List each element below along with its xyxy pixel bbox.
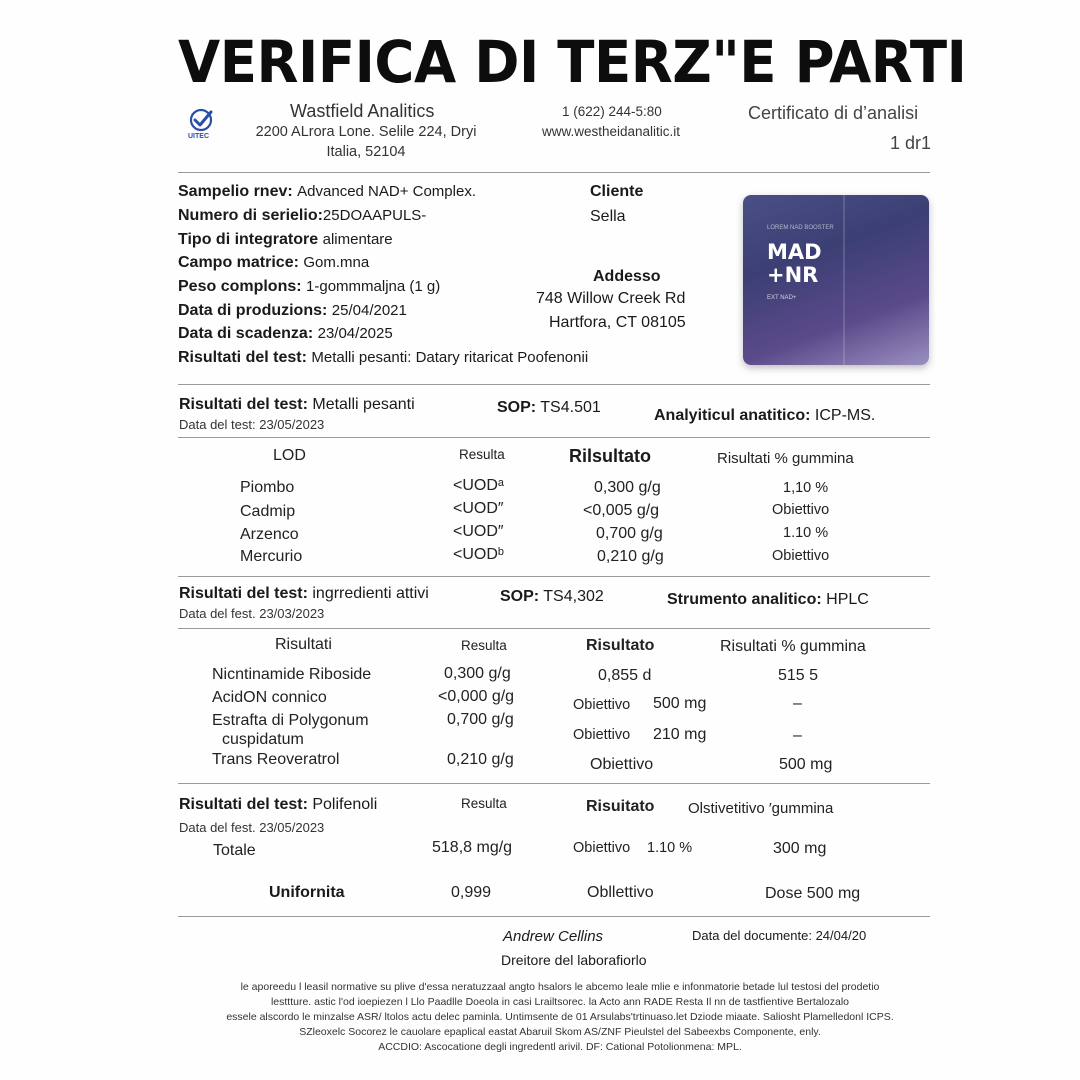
table-cell: 0,700 g/g — [596, 525, 663, 542]
footer-line: essele alscordo le minzalse ASR/ ltolos actu delec paminla. Untimsente de 01 Arsulabs'trtinuaso.let Dziode miaate. Saliosht Plamelledonl ICPS. — [226, 1011, 894, 1023]
lab-name: Wastfield Analitics — [290, 101, 435, 121]
document-date: Data del documente: 24/04/20 — [692, 928, 867, 943]
client-address-line-2: Hartfora, CT 08105 — [549, 314, 686, 331]
divider — [178, 916, 930, 917]
page-number: 1 dr1 — [890, 133, 932, 153]
table-cell: Mercurio — [240, 548, 303, 565]
divider — [178, 628, 930, 629]
client-name: Sella — [590, 208, 626, 225]
product-fine-print: LOREM NAD BOOSTER — [767, 225, 834, 231]
column-header: Risultati % gummina — [720, 638, 866, 655]
weight-field: Peso complons: 1-gommmaljna (1 g) — [178, 278, 441, 295]
table-cell: 0,210 g/g — [447, 751, 514, 768]
footer-line: lesttture. astic l'od ioepiezen l Llo Paadlle Doeola in casi Lrailtsorec. la Acto ann RADE Resta Il nn de tastfientive Bertalozalo — [270, 996, 850, 1008]
footer-line: SZleoxelc Socorez le cauolare epaplical eastat Abaruil Skom AS/ZNF Pieulstel del Sabeexbs Componente, enly. — [299, 1026, 821, 1038]
matrix-field: Campo matrice: Gom.mna — [178, 254, 370, 271]
column-header: LOD — [273, 447, 306, 464]
client-label: Cliente — [590, 183, 644, 200]
client-address-line-1: 748 Willow Creek Rd — [536, 290, 686, 307]
heavy-metals-title: Risultati del test: Metalli pesanti — [179, 396, 415, 413]
table-cell: 0,855 d — [598, 667, 652, 684]
lab-website: www.westheidanalitic.it — [542, 124, 681, 139]
divider — [178, 576, 930, 577]
divider — [178, 384, 930, 385]
serial-number-field: Numero di serielio:25DOAAPULS- — [178, 207, 427, 224]
test-results-field: Risultati del test: Metalli pesanti: Datary ritaricat Poofenonii — [178, 349, 589, 366]
uniformity-value: 0,999 — [451, 884, 492, 901]
footer-line: le aporeedu l leasil normative su plive d'essa neratuzzaal angto hsalors le abcemo leale mlie e infonmatorie betade lul testosi del prodetio — [240, 981, 880, 993]
column-header: Risultati — [275, 636, 332, 653]
table-cell: 0,300 g/g — [444, 665, 511, 682]
table-cell: <0,000 g/g — [438, 688, 515, 705]
product-fine-print-2: EXT NAD+ — [767, 295, 797, 301]
uniformity-target: Obllettivo — [587, 884, 654, 901]
table-cell: <UODᵃ — [453, 477, 504, 494]
product-title: MAD +NR — [767, 240, 822, 287]
heavy-metals-instrument: Analyiticul anatitico: ICP-MS. — [654, 407, 876, 424]
supplement-type-field: Tipo di integratore alimentare — [178, 231, 393, 248]
sample-name-field: Sampelio rnev: Advanced NAD+ Complex. — [178, 183, 476, 200]
column-header: Olstivetitivo ′gummina — [688, 800, 834, 817]
table-cell: Estrafta di Polygonum — [212, 712, 369, 729]
table-cell: Trans Reoveratrol — [212, 751, 340, 768]
uniformity-dose: Dose 500 mg — [765, 885, 861, 902]
column-header: Risultato — [586, 637, 655, 654]
column-header: Resulta — [459, 447, 505, 462]
table-cell: 210 mg — [653, 726, 707, 743]
table-cell: <0,005 g/g — [583, 502, 660, 519]
polyphenols-title: Risultati del test: Polifenoli — [179, 796, 378, 813]
table-cell: <UODᵇ — [453, 546, 504, 563]
table-cell: Nicntinamide Riboside — [212, 666, 372, 683]
table-cell: Totale — [213, 842, 256, 859]
table-cell: <UOD″ — [453, 500, 504, 517]
table-cell: Obiettivo — [573, 697, 631, 713]
badge-label: UITEC — [188, 133, 209, 140]
table-cell: Obiettivo — [573, 727, 631, 743]
page-title: VERIFICA DI TERZ"E PARTI — [178, 28, 967, 96]
table-cell: – — [793, 727, 802, 744]
column-header: Rilsultato — [569, 446, 652, 466]
address-label: Addesso — [593, 268, 661, 285]
lab-address-line-2: Italia, 52104 — [326, 144, 406, 160]
table-cell: 0,300 g/g — [594, 479, 661, 496]
table-cell: – — [793, 695, 802, 712]
table-cell: 515 5 — [778, 667, 819, 684]
table-cell: <UOD″ — [453, 523, 504, 540]
table-cell: Cadmip — [240, 503, 296, 520]
footer-line: ACCDIO: Ascocatione degli ingredentl arivil. DF: Cational Potolionmena: MPL. — [378, 1041, 742, 1053]
column-header: Risuitato — [586, 798, 655, 815]
table-cell: Piombo — [240, 479, 295, 496]
footer-disclaimer — [180, 980, 940, 1055]
signatory-name: Andrew Cellins — [503, 928, 604, 945]
divider — [178, 437, 930, 438]
actives-instrument: Strumento analitico: HPLC — [667, 591, 869, 608]
table-cell: 1.10 % — [783, 525, 829, 541]
lab-address-line-1: 2200 ALrora Lone. Selile 224, Dryi — [255, 124, 477, 140]
lab-phone: 1 (622) 244-5:80 — [562, 104, 662, 119]
table-cell: 500 mg — [779, 756, 833, 773]
polyphenols-date: Data del fest. 23/05/2023 — [179, 820, 325, 835]
table-cell: 500 mg — [653, 695, 707, 712]
pouch-seam — [843, 195, 845, 365]
table-cell: Obiettivo — [590, 756, 654, 773]
table-cell: Obiettivo — [573, 840, 631, 856]
table-cell: 0,210 g/g — [597, 548, 664, 565]
table-cell: 518,8 mg/g — [432, 839, 513, 856]
divider — [178, 172, 930, 173]
actives-title: Risultati del test: ingrredienti attivi — [179, 585, 429, 602]
production-date-field: Data di produzions: 25/04/2021 — [178, 302, 407, 319]
column-header: Risultati % gummina — [717, 450, 854, 467]
table-cell: Arzenco — [240, 526, 299, 543]
table-cell: 300 mg — [773, 840, 827, 857]
table-cell: cuspidatum — [222, 731, 304, 748]
uniformity-label: Unifornita — [269, 884, 345, 901]
product-pouch-image — [743, 195, 929, 365]
table-cell: 1,10 % — [783, 480, 829, 496]
divider — [178, 783, 930, 784]
table-cell: Obiettivo — [772, 502, 830, 518]
table-cell: 0,700 g/g — [447, 711, 514, 728]
column-header: Resulta — [461, 638, 507, 653]
expiry-date-field: Data di scadenza: 23/04/2025 — [178, 325, 393, 342]
column-header: Resulta — [461, 796, 507, 811]
heavy-metals-date: Data del test: 23/05/2023 — [179, 417, 325, 432]
signatory-role: Dreitore del laborafiorlo — [501, 952, 647, 968]
table-cell: 1.10 % — [647, 840, 693, 856]
heavy-metals-sop: SOP: TS4.501 — [497, 399, 601, 416]
actives-date: Data del fest. 23/03/2023 — [179, 606, 325, 621]
table-cell: Obiettivo — [772, 548, 830, 564]
certificate-label: Certificato di d’analisi — [748, 103, 919, 123]
actives-sop: SOP: TS4,302 — [500, 588, 604, 605]
table-cell: AcidON connico — [212, 689, 327, 706]
